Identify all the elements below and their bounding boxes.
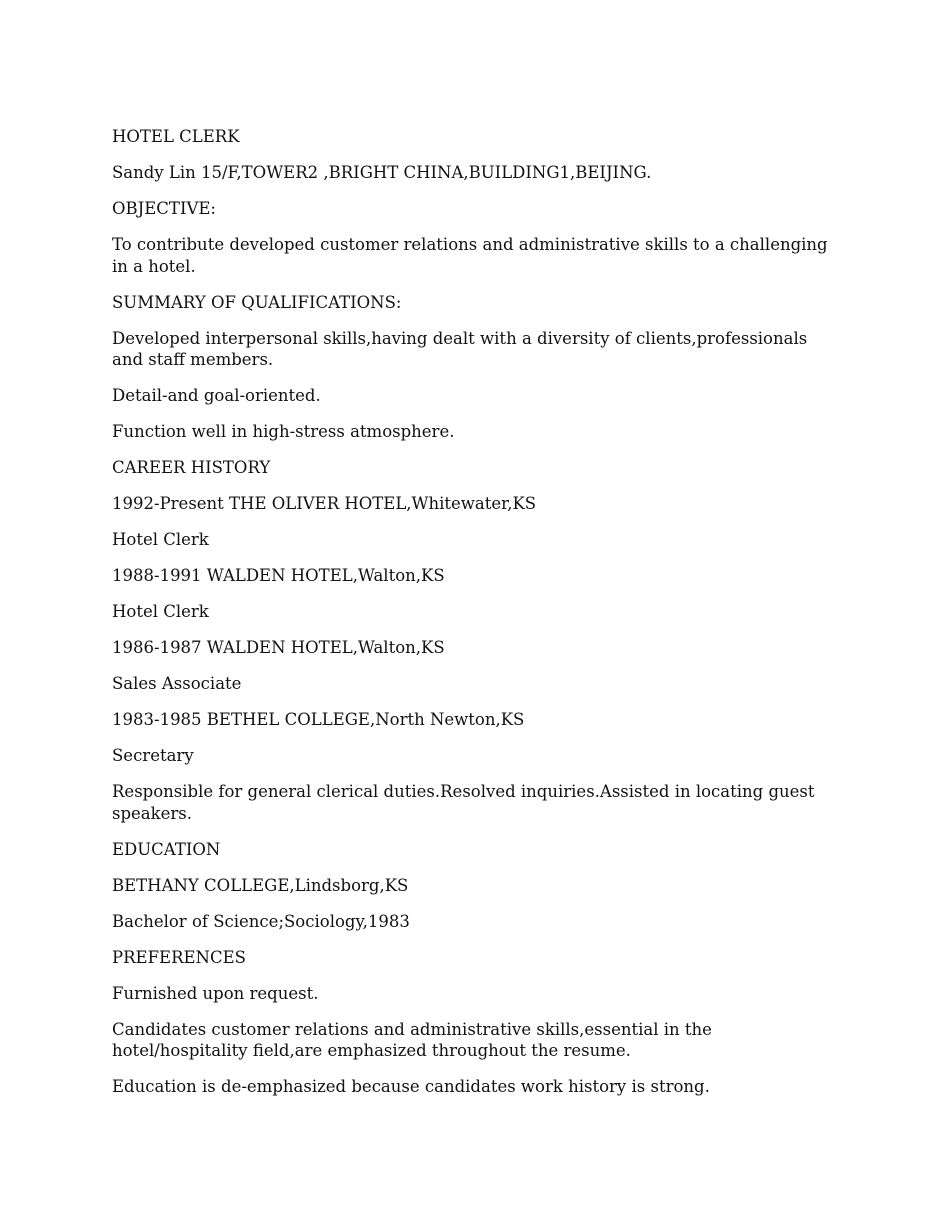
qualification-item: Detail-and goal-oriented. [112, 386, 321, 405]
job-title: Secretary [112, 746, 194, 765]
job-description: Responsible for general clerical duties.Resolved inquiries.Assisted in locating guest speakers. [112, 782, 815, 823]
section-heading-objective: OBJECTIVE: [112, 199, 216, 218]
note-paragraph: Candidates customer relations and administrative skills,essential in the hotel/hospitality field,are emphasized throughout the resume. [112, 1019, 712, 1060]
note-paragraph: Education is de-emphasized because candidates work history is strong. [112, 1077, 710, 1096]
employer-line: 1988-1991 WALDEN HOTEL,Walton,KS [112, 566, 445, 585]
section-heading-education: EDUCATION [112, 839, 221, 859]
section-heading-career-history: CAREER HISTORY [112, 458, 271, 477]
objective-text: To contribute developed customer relations and administrative skills to a challenging in a hotel. [112, 235, 828, 276]
document-title: HOTEL CLERK [112, 127, 240, 146]
preferences-text: Furnished upon request. [112, 983, 319, 1003]
employer-line: 1983-1985 BETHEL COLLEGE,North Newton,KS [112, 710, 525, 729]
employer-line: 1986-1987 WALDEN HOTEL,Walton,KS [112, 638, 445, 657]
qualification-item: Function well in high-stress atmosphere. [112, 422, 455, 441]
contact-line: Sandy Lin 15/F,TOWER2 ,BRIGHT CHINA,BUILDING1,BEIJING. [112, 163, 652, 182]
section-heading-preferences: PREFERENCES [112, 947, 246, 967]
job-title: Hotel Clerk [112, 530, 209, 549]
employer-line: 1992-Present THE OLIVER HOTEL,Whitewater,KS [112, 494, 537, 513]
job-title: Sales Associate [112, 674, 242, 693]
section-heading-qualifications: SUMMARY OF QUALIFICATIONS: [112, 292, 402, 312]
resume-document [112, 126, 830, 1112]
job-title: Hotel Clerk [112, 602, 209, 621]
school-line: BETHANY COLLEGE,Lindsborg,KS [112, 875, 409, 895]
qualification-item: Developed interpersonal skills,having dealt with a diversity of clients,professionals and staff members. [112, 328, 808, 369]
degree-line: Bachelor of Science;Sociology,1983 [112, 911, 410, 931]
